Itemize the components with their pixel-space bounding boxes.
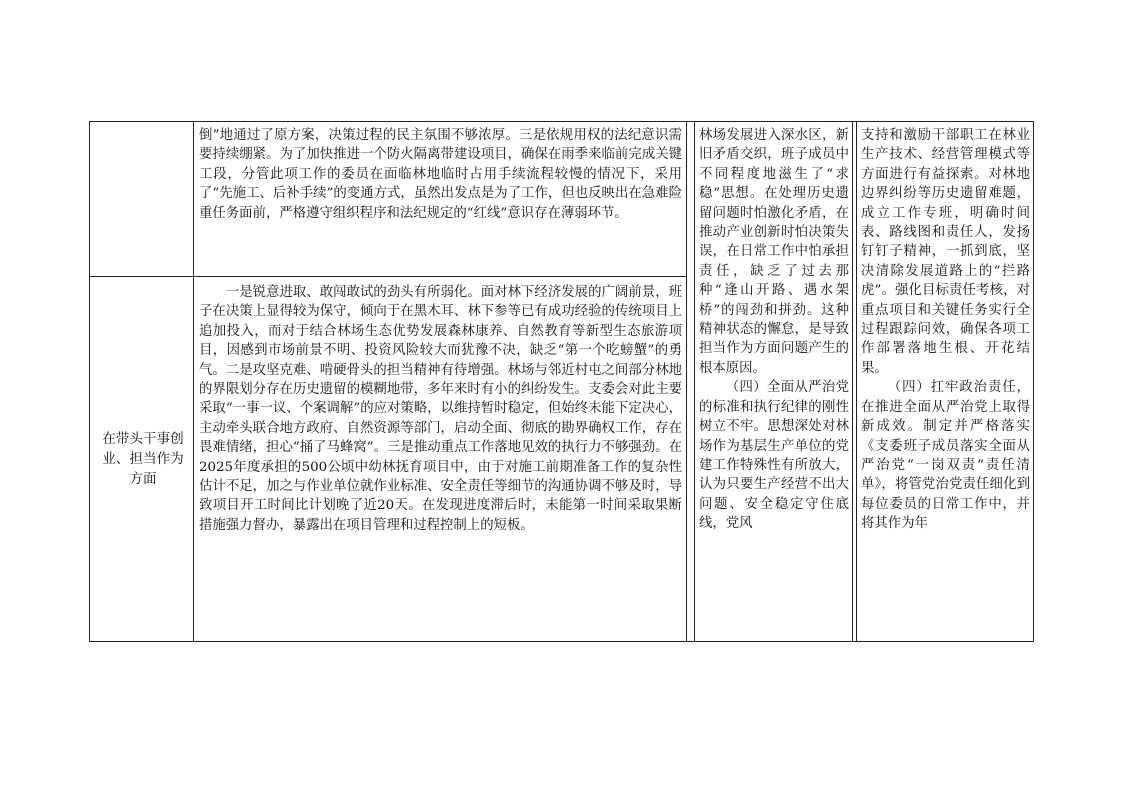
row1-category — [94, 124, 190, 274]
column-divider-3 — [694, 121, 695, 642]
row2-content-text: 一是锐意进取、敢闯敢试的劲头有所弱化。面对林下经济发展的广阔前景，班子在决策上显得较为保守，倾向于在黑木耳、林下参等已有成功经验的传统项目上追加投入，而对于结合林场生态优势发展森林康养、自然教育等新型生态旅游项目，因感到市场前景不明、投资风险较大而犹豫不决，缺乏“第一个吃螃蟹”的勇气。二是攻坚克难、啃硬骨头的担当精神有待增强。林场与邻近村屯之间部分林地的界限划分存在历史遗留的模糊地带，多年来时有小的纠纷发生。支委会对此主要采取“一事一议、个案调解”的应对策略，以维持暂时稳定，但始终未能下定决心，主动牵头联合地方政府、自然资源等部门，启动全面、彻底的勘界确权工作，存在畏难情绪，担心“捅了马蜂窝”。三是推动重点工作落地见效的执行力不够强劲。在2025年度承担的500公顷中幼林抚育项目中，由于对施工前期准备工作的复杂性估计不足，加之与作业单位就作业标准、安全责任等细节的沟通协调不够及时，导致项目开工时间比计划晚了近20天。在发现进度滞后时，未能第一时间采取果断措施强力督办，暴露出在项目管理和过程控制上的短板。 — [199, 285, 682, 533]
cause-paragraph-2: （四）全面从严治党的标准和执行纪律的刚性树立不牢。思想深处对林场作为基层生产单位的党建工作特殊性有所放大，认为只要生产经营不出大问题、安全稳定守住底线，党风 — [699, 380, 849, 532]
table-border-left — [89, 121, 90, 642]
column-divider-1 — [193, 121, 194, 642]
measure-paragraph-1: 支持和激励干部职工在林业生产技术、经营管理模式等方面进行有益探索。对林地边界纠纷等历史遗留难题，成立工作专班，明确时间表、路线图和责任人，发扬钉钉子精神，一抓到底，坚决清除发展道路上的“拦路虎”。强化目标责任考核，对重点项目和关键任务实行全过程跟踪问效，确保各项工作部署落地生根、开花结果。 — [861, 128, 1030, 376]
cause-paragraph-1: 林场发展进入深水区，新旧矛盾交织，班子成员中不同程度地滋生了“求稳”思想。在处理历史遗留问题时怕激化矛盾，在推动产业创新时怕决策失误，在日常工作中怕承担责任，缺乏了过去那种“逢山开路、遇水架桥”的闯劲和拼劲。这种精神状态的懈怠，是导致担当作为方面问题产生的根本原因。 — [699, 128, 849, 376]
column-divider-4 — [852, 121, 853, 642]
measure-paragraph-2: （四）扛牢政治责任，在推进全面从严治党上取得新成效。制定并严格落实《支委班子成员落实全面从严治党“一岗双责”责任清单》，将管党治党责任细化到每位委员的日常工作中，并将其作为年 — [861, 380, 1030, 532]
row-divider — [89, 276, 687, 277]
column-divider-5 — [856, 121, 857, 642]
row2-content — [199, 283, 682, 637]
cause-column — [699, 126, 849, 638]
table-border-top — [89, 121, 1034, 122]
row2-category: 在带头干事创业、担当作为方面 — [102, 431, 184, 487]
table-border-right — [1033, 121, 1034, 642]
row1-content-text: 倒”地通过了原方案，决策过程的民主氛围不够浓厚。三是依规用权的法纪意识需要持续绷紧。为了加快推进一个防火隔离带建设项目，确保在雨季来临前完成关键工段，分管此项工作的委员在面临林地临时占用手续流程较慢的情况下，采用了“先施工、后补手续”的变通方式，虽然出发点是为了工作，但也反映出在急难险重任务面前，严格遵守组织程序和法纪规定的“红线”意识存在薄弱环节。 — [199, 128, 682, 221]
measure-column — [861, 126, 1030, 638]
column-divider-2 — [686, 121, 687, 642]
row1-content — [199, 126, 682, 274]
table-border-bottom — [89, 641, 1034, 642]
